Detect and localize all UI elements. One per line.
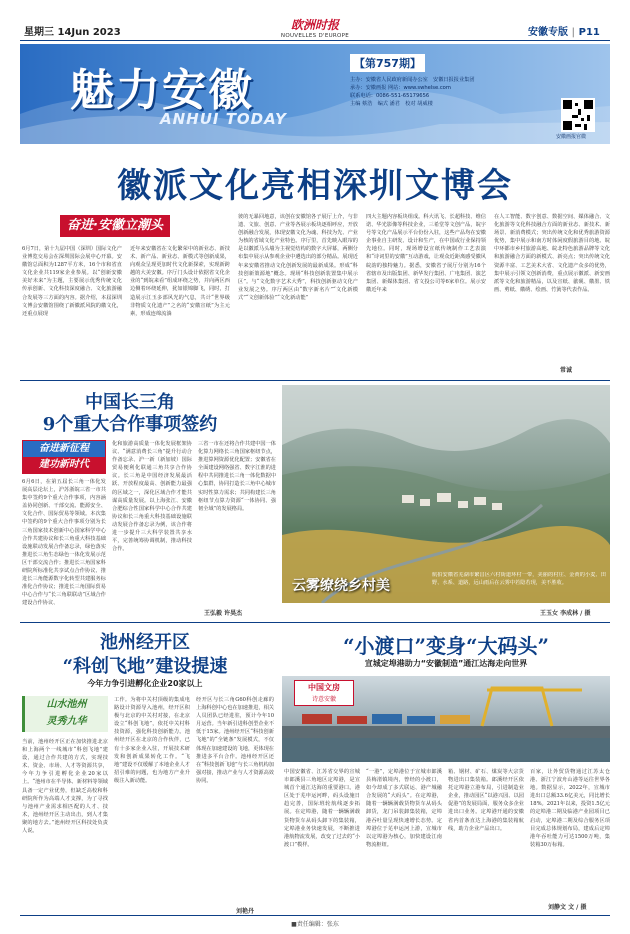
banner-info-line: 主编 蔡浩 编式 潘君 校对 胡威楼 <box>350 101 433 107</box>
article2-badge-line2: 建功新时代 <box>23 457 105 473</box>
photo2-logo-title: 中国文房 <box>308 683 340 692</box>
article4-title: “小渡口”变身“大码头” <box>342 634 549 658</box>
article2-col1: 6月6日，在第五届长三角一体化发展高层论坛上，沪苏浙皖三省一市共集中签约9个重大合作事项，内容涵盖协同创新、干部交流、能源安全、文化合作、国际贸易等领域。本次集中签约的9个重大合作事项分别为长三角国家技术创新中心国家科学中心合作共建协议和长三角重大科技基础设施联动发展合作备忘录，绿色落实推进长三角生态绿色一体化发展示范区干部交流合作；推进长三角国家科研院所标准化共享试点合作协议、推进长三角能源数字化转型共建服务标准化合作协议；推进长三角国际贸易中心合作与“长三角联联动”区域合作建设合作协议、 <box>22 479 106 607</box>
header-edition: 安徽专版 <box>528 27 568 38</box>
article1-col5: 在人工智能、数字创意、数据空间、媒体融合、文化旅游等文化科技融合方面的新业态、新技术、新场景、新消费模式；突出传统文化和优秀旅游资源优势，集中展示和南方时体闲度假旅游目的地、皖中环都市乡村旅游高地、皖北特色旅游品牌等文化和旅游融合方面的新模式、新亮点；突出传统文化资源丰富、工艺美术大省、文化遗产众多的优势，集中展示引领文创新消费，重点展示徽派、新安画派等文化和旅游精品，以及宣纸、歙砚、徽墨、铁画、剪纸、徽绣、绘画、竹簧等代表作品。 <box>494 214 610 293</box>
photo1-caption-text: 航拍安徽省芜湖市繁昌区六村街道环村一带，美丽的村庄、金黄的小麦、田野、水系、道路，远山雨后在云雾中若隐若现，美不胜收。 <box>432 572 606 586</box>
article3-title1: 池州经开区 <box>100 632 190 653</box>
article1-author: 常诚 <box>560 367 573 374</box>
page-header: 星期三 14Jun 2023 欧洲时报 NOUVELLES D'EUROPE 安徽专版 | P11 <box>0 0 630 50</box>
article3-col2: 工作。为将中关村顶级的集成电路设计资源导入池州，经开区积极与北京的中关村对接，在北京设立“科创飞地”，依托中关村科技资源，强化科技创新能力。池州经开区在北京的合作伙伴，已有十多家企业入驻，开展技术研发和创新成果转化工作。“飞地”建设不仅缓解了本地企业人才招引难的问题，也为地方产业升级注入新动能。 <box>114 697 190 784</box>
article2-col2: 化和旅游高质量一体化发展框架协议、“满意消费长三角”提升行动合作备忘录、沪一新（新加坡）国际贸易便利化联通三角共享合作协议。长三角是中国经济发展最活跃、开放程度最高、创新能力最强的区域之一，深化区域合作才能共谋高质量发展。以上海张江、安徽合肥综合性国家科学中心合作共建协议和长三角重大科技基础设施联动发展合作备忘录为例，该合作将进一步提升三大科学装置共享水平，完善统筹协调机制，推动科技合作。 <box>112 441 192 553</box>
banner-title-en: ANHUI TODAY <box>160 110 287 128</box>
photo-village <box>282 385 610 603</box>
photo-port <box>282 676 610 762</box>
photo2-logo-sub: 诗意安徽 <box>311 696 336 703</box>
qr-caption: 安徽画报官微 <box>556 134 587 140</box>
banner-title-cn: 魅力安徽 <box>70 65 254 116</box>
subhead-strip: 奋进·安徽立潮头 <box>60 215 170 237</box>
logo-en: NOUVELLES D'EUROPE <box>280 33 350 39</box>
header-rule <box>20 40 610 41</box>
article3-badge <box>22 696 108 732</box>
article4-col2: “一港”，定埠港位于宣城市郎溪县梅渚镇境内，曾经的小渡口，如今却成了多式联运、港产城融合发展的“大码头”。在定埠港，随着一辆辆满载货物货车从码头卸货，龙门吊装卸集装箱，定埠港吞吐量呈现快速增长态势。定埠港位于芜申运河上游，宣城市以定埠港为核心，加快建设江南物流枢纽。 <box>366 769 442 848</box>
article3-subtitle: 今年力争引进孵化企业20家以上 <box>87 679 203 688</box>
header-logo <box>262 16 368 39</box>
section-banner <box>20 44 610 144</box>
banner-info-line: 联系电话：0086-551-65179656 <box>350 93 430 99</box>
article1-col3: 彼的无暴回地意，该创在安徽馆各子展厅上介，与非遗、文旅、创意、产业等各展示板块逐相呼应，开放创新融合发展，体现安徽文化为魂、科技为先、产业为核的省域文化产业特色。序厅里，首先映入眼帘的是以徽派马头墙为主视觉结构的数字大屏幕，两侧分布集中展示从参观企业中遴选出的部分精品。展现近年来安徽省推动文化创新发展的最新成果。形成“科技创新策源地”概念。现场“科技创新装置集中展示区”。与“文化数字艺术大秀”，科技创新驱动文化产业发展之势。序厅两区由“数字新名片”“文化新模式”“文创新体验”“文化新动能” <box>238 214 358 301</box>
header-page: P11 <box>578 27 600 38</box>
article2-col3: 三省一市在还将合作共建中国一体化算力网络长三角国家枢纽节点，推进算网资源优化配置；安徽省在全面建设网络强省、数字江淮的进程中共同推进长三角一体化数据中心集群，协同打造长三角中心城市实时性算力需求；共同构建长三角枢纽节点算力资源“一体协同、强韧全域”的发展格局。 <box>198 441 276 512</box>
logo-cn: 欧洲时报 <box>290 18 339 32</box>
article3-badge-line2: 灵秀九华 <box>46 716 87 727</box>
banner-info-line: 承办：安徽画报 网站：www.swhelse.com <box>350 85 451 91</box>
photo2-logo <box>294 680 354 706</box>
article3-author: 刘艳丹 <box>236 908 255 915</box>
divider <box>20 380 610 381</box>
article2-title2: 9个重大合作事项签约 <box>42 414 218 435</box>
article2-badge <box>22 440 106 474</box>
article1-col1: 6月7日，第十九届中国（深圳）国际文化产业博览交易会在深圳国际会展中心开幕。安徽馆总面积为1287平方米，16个市和省直文化企业共119家企业参展。以“创新安徽 美好未来”为主题，主要展示优秀传统文化传承创新、文化科技深度融合、文化旅游融合发展等三方面的内容。据介绍，本届深圳文博会安徽馆围绕了新徽派风院的徽文化，还重点展现 <box>22 246 122 317</box>
header-date: 星期三 14Jun 2023 <box>24 27 121 38</box>
footer-editor: ■责任编辑：张东 <box>291 921 339 928</box>
qr-code-icon <box>563 100 593 130</box>
article3-badge-line1: 山水池州 <box>46 699 87 710</box>
village-scene <box>282 385 610 603</box>
divider <box>20 622 610 623</box>
article3-col3: 经开区与长三角G60科创走廊的上海科创中心也在加速推进，相关人员团队已经进驻，预计今年10月运营。当年新引进科创型企业不低于15家。池州经开区“科技创新飞地”的“全链条”发展模式，不仅体现在加速建设的飞地，更体现在推进多平台合作。池州经开区还在“科技创新飞地”与长三角机构加强对接，推动产业与人才资源高效协同。 <box>196 697 274 784</box>
article4-col4: 百家，让外贸货物通过江苏太仓港、浙江宁波舟山港等运往世界各地。数据显示，2022年，宣城市进出口总额33.6亿美元，同比增长18%。2021年以来，投资1.5亿元的定埠港二期及临港产业园项目已启动，定埠港二期及综合服务区项目完成总体规划布局，建成后定埠港年吞吐能力可达1500万吨，集装箱30万标箱。 <box>530 769 610 848</box>
banner-issue: 【第757期】 <box>350 54 425 72</box>
qr-code[interactable] <box>561 98 595 132</box>
article1-col4: 四大主题内容板块组成。科大讯飞、长超科技、维信诺、华光影像等科技企业，三希堂等文创产品，皖宇号等文化产品展示平台份份入驻，这些产品均在安徽企事业自主研发、设计和生产，在中国或行业保持领先地位。同时，现场增设宣纸传统制作工艺表演和“诗词里的安徽”互动游戏，让观众近距离感受徽风皖韵的独特魅力。据悉，安徽省子展厅分别为16个省辖市及出版集团、新华发行集团、广电集团、演艺集团、新媒体集团、省文投公司等6家单位。展示安徽近年来 <box>366 214 486 293</box>
article2-author: 王弘毅 许昊杰 <box>204 610 243 617</box>
article4-col1: 中国安徽省、江苏省交界的宣城市郎溪县三角地区定埠港，是宣城首个通江达海的重要港口。港区处于芜申运河畔，码头设施日趋完善，国际班轮航线逐步拓展。在定埠港，随着一辆辆满载货物货车从码头卸下的集装箱，定埠港业务快速发展，不断推进港航物流发展，改变了过去的“小渡口”模样。 <box>284 769 360 848</box>
article1-col2: 近年来安徽省在文化繁荣中的新业态、新技术、新产品、新业态、新模式等创新成果，向观众呈现更加时代文化新探索，实现新跨越的大美安徽。序厅门头设计依据省文化企业的“到皖来看”组成环绕之势，并向两区西边侧着环绕延伸，犹如银锦脚飞，同时，打造展示江玉多部风光的气息，共计“世界级非物质文化遗产”之名的“安徽宣纸”为主元素，形成连绵流淌 <box>130 246 230 317</box>
article2-badge-line1: 奋进新征程 <box>39 443 89 454</box>
article4-subtitle: 宣城定埠港助力“安徽制造”通江达海走向世界 <box>364 659 528 668</box>
article4-col3: 箱、钢材、矿石、煤炭等大宗货物进出口集装箱。郎溪经开区依托定埠港立港布局，引进制造业企业，推动园区“以港兴园、以园促港”的发展局面，服务众多企业进出口业务。定埠港开通的安徽省内首条直达上海港的集装箱航线，助力企业产品出口。 <box>448 769 524 832</box>
article2-title1: 中国长三角 <box>85 392 175 413</box>
banner-info-line: 主办：安徽省人民政府新闻办公室 安徽日报报业集团 <box>350 77 475 83</box>
footer-rule <box>20 915 610 916</box>
article3-col1: 当前，池州经开区正在加快推进北京和上海两个一线城市“科创飞地”建设，通过合作共建的方式，实现技术、资金、市场、人才等资源共享，今年力争引进孵化企业20家以上。“池州市在半导体、新材料等领域具备一定产业优势，但缺乏高校和科研院所作为高端人才支撑，为了寻找与池州产业需求相匹配的人才、技术，池州经开区主动出击，到人才集聚的地方去。”池州经开区科技处负责人说。 <box>22 739 108 835</box>
photo1-credit: 王玉女 李成林 / 摄 <box>540 610 591 617</box>
article4-author: 刘静文 文 / 摄 <box>548 904 587 911</box>
photo1-caption-main: 云雾缭绕乡村美 <box>292 578 390 594</box>
article3-title2: “科创飞地”建设提速 <box>62 656 228 677</box>
main-headline: 徽派文化亮相深圳文博会 <box>117 166 513 206</box>
banner-info <box>350 76 520 108</box>
